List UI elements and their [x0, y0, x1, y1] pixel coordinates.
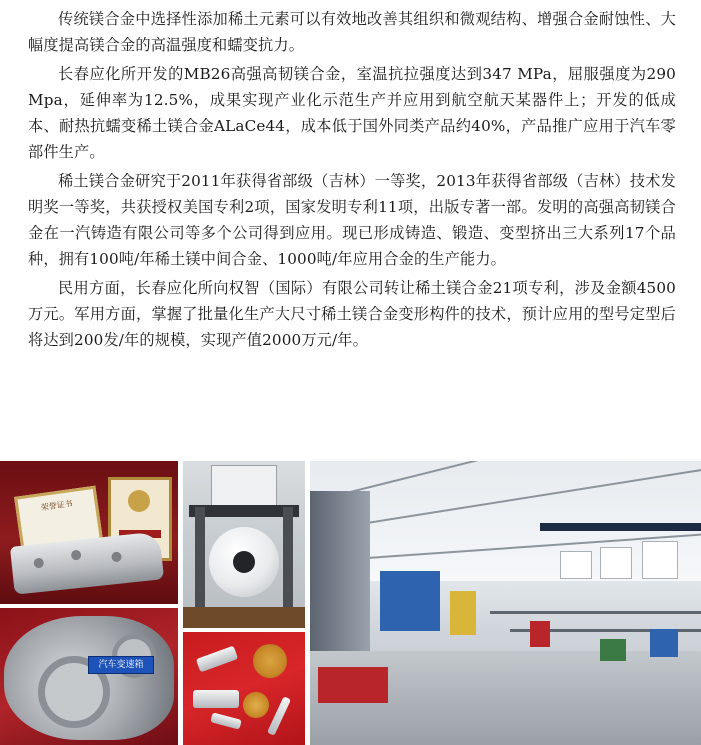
certificate-title: 荣誉证书 [40, 498, 74, 513]
red-cabinet [530, 621, 550, 647]
alloy-rod [267, 696, 291, 736]
gearbox-label: 汽车变速箱 [88, 656, 154, 674]
gear-part-small [243, 692, 269, 718]
machine-base [183, 607, 305, 628]
paragraph-civil-military: 民用方面，长春应化所向权智（国际）有限公司转让稀土镁合金21项专利，涉及金额4500万元。军用方面，掌握了批量化生产大尺寸稀土镁合金变形构件的技术，预计应用的型号定型后将达到200发/年的规模，实现产值2000万元/年。 [28, 279, 676, 349]
photo-factory-hall [310, 461, 701, 745]
blue-machine [380, 571, 440, 631]
paragraph-mb26-alloy: 长春应化所开发的MB26高强高韧镁合金，室温抗拉强度达到347 MPa，屈服强度为290 Mpa，延伸率为12.5%，成果实现产业化示范生产并应用到航空航天某器件上；开发的低成本、耐热抗蠕变稀土镁合金ALaCe44，成本低于国外同类产品约40%，产品推广应用于汽车零部件生产。 [28, 65, 676, 161]
blue-cart [650, 629, 678, 657]
article-body [28, 6, 676, 353]
alloy-part [193, 690, 239, 708]
green-machine [600, 639, 626, 661]
gear-part [253, 644, 287, 678]
photo-gearbox-housing [0, 608, 178, 745]
photo-gimbal-machine [183, 461, 305, 628]
equipment-rail [490, 611, 701, 614]
yellow-machine [450, 591, 476, 635]
photo-collage [0, 461, 701, 745]
award-seal [128, 490, 150, 512]
factory-window [560, 551, 592, 579]
photo-alloy-parts [183, 632, 305, 745]
red-machine [318, 667, 388, 703]
photo-certificates-casting [0, 461, 178, 604]
alloy-part [210, 712, 242, 729]
factory-window [600, 547, 632, 579]
gimbal-lens [233, 551, 255, 573]
machine-head [211, 465, 277, 507]
overhead-crane [540, 523, 701, 531]
factory-window [642, 541, 678, 579]
paragraph-rare-earth-intro: 传统镁合金中选择性添加稀土元素可以有效地改善其组织和微观结构、增强合金耐蚀性、大幅度提高镁合金的高温强度和蠕变抗力。 [28, 10, 676, 54]
alloy-part [196, 646, 238, 673]
paragraph-awards-patents: 稀土镁合金研究于2011年获得省部级（吉林）一等奖，2013年获得省部级（吉林）技术发明奖一等奖，共获授权美国专利2项，国家发明专利11项，出版专著一部。发明的高强高韧镁合金在一汽铸造有限公司等多个公司得到应用。现已形成铸造、锻造、变型挤出三大系列17个品种，拥有100吨/年稀土镁中间合金、1000吨/年应用合金的生产能力。 [28, 172, 676, 268]
